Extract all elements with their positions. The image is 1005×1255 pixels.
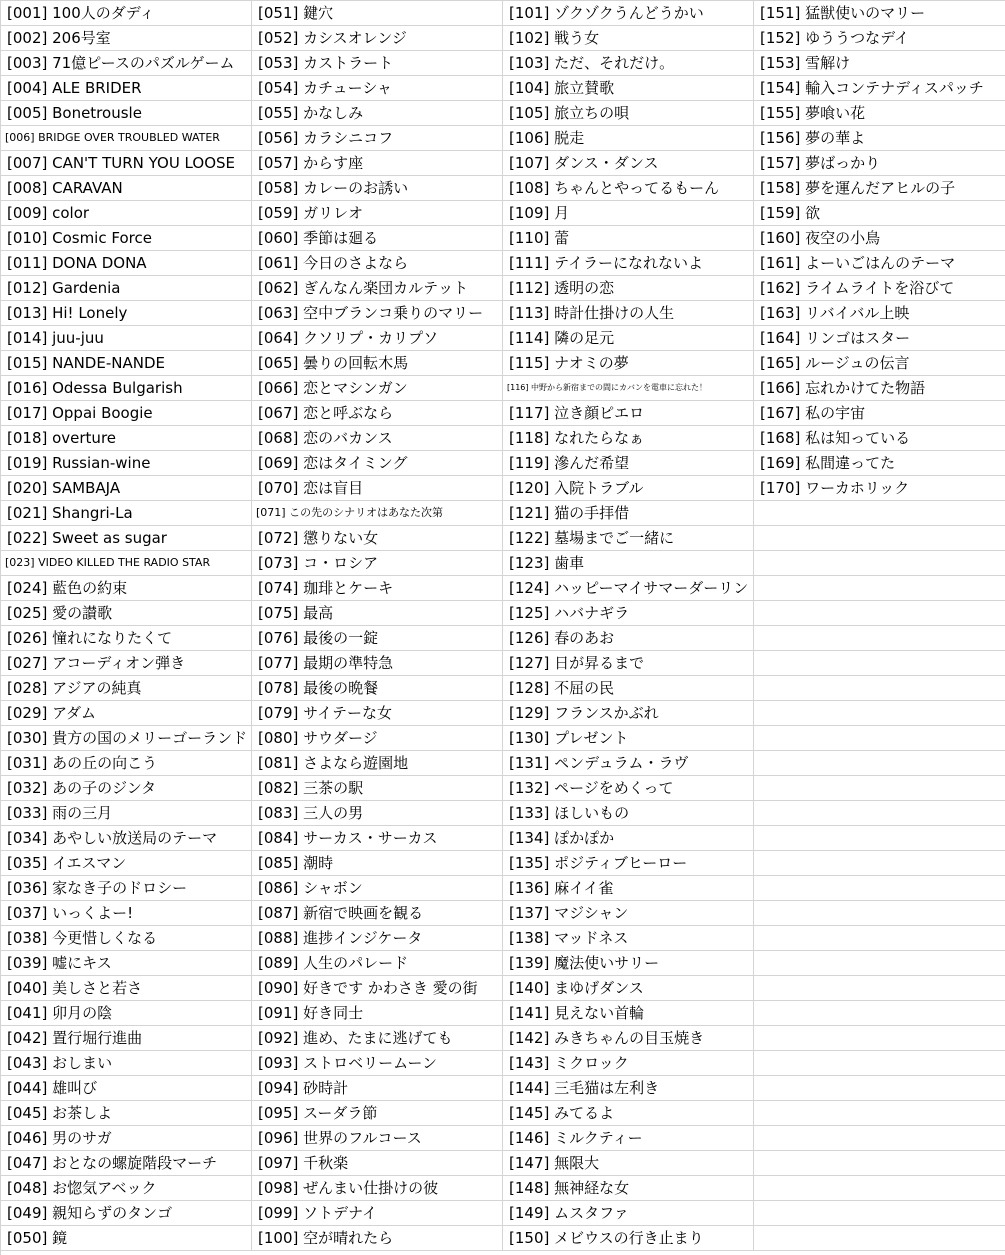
song-entry: [149] ムスタファ xyxy=(503,1201,754,1226)
song-entry: [054] カチューシャ xyxy=(252,76,503,101)
song-entry: [160] 夜空の小鳥 xyxy=(754,226,1005,251)
song-entry: [060] 季節は廻る xyxy=(252,226,503,251)
song-entry: [140] まゆげダンス xyxy=(503,976,754,1001)
song-entry: [089] 人生のパレード xyxy=(252,951,503,976)
song-entry: [018] overture xyxy=(1,426,252,451)
empty-cell xyxy=(754,1226,1005,1251)
song-entry: [090] 好きです かわさき 愛の街 xyxy=(252,976,503,1001)
song-entry: [055] かなしみ xyxy=(252,101,503,126)
song-entry: [164] リンゴはスター xyxy=(754,326,1005,351)
song-entry: [019] Russian-wine xyxy=(1,451,252,476)
song-entry: [128] 不屈の民 xyxy=(503,676,754,701)
song-entry: [002] 206号室 xyxy=(1,26,252,51)
song-entry: [049] 親知らずのタンゴ xyxy=(1,1201,252,1226)
song-entry: [030] 貴方の国のメリーゴーランド xyxy=(1,726,252,751)
song-entry: [058] カレーのお誘い xyxy=(252,176,503,201)
song-entry: [116] 中野から新宿までの間にカバンを電車に忘れた！ xyxy=(503,376,754,401)
song-entry: [056] カラシニコフ xyxy=(252,126,503,151)
song-entry: [026] 憧れになりたくて xyxy=(1,626,252,651)
song-entry: [112] 透明の恋 xyxy=(503,276,754,301)
empty-cell xyxy=(754,1101,1005,1126)
song-entry: [053] カストラート xyxy=(252,51,503,76)
empty-cell xyxy=(754,676,1005,701)
empty-cell xyxy=(754,876,1005,901)
song-entry: [107] ダンス・ダンス xyxy=(503,151,754,176)
song-entry: [093] ストロベリームーン xyxy=(252,1051,503,1076)
song-entry: [099] ソトデナイ xyxy=(252,1201,503,1226)
song-entry: [059] ガリレオ xyxy=(252,201,503,226)
empty-cell xyxy=(754,1051,1005,1076)
empty-cell xyxy=(754,576,1005,601)
song-entry: [126] 春のあお xyxy=(503,626,754,651)
song-entry: [051] 鍵穴 xyxy=(252,1,503,26)
song-entry: [067] 恋と呼ぶなら xyxy=(252,401,503,426)
song-entry: [117] 泣き顔ピエロ xyxy=(503,401,754,426)
song-entry: [032] あの子のジンタ xyxy=(1,776,252,801)
song-entry: [004] ALE BRIDER xyxy=(1,76,252,101)
song-entry: [025] 愛の讃歌 xyxy=(1,601,252,626)
song-entry: [082] 三茶の駅 xyxy=(252,776,503,801)
song-entry: [101] ゾクゾクうんどうかい xyxy=(503,1,754,26)
song-entry: [156] 夢の華よ xyxy=(754,126,1005,151)
song-entry: [102] 戦う女 xyxy=(503,26,754,51)
song-entry: [031] あの丘の向こう xyxy=(1,751,252,776)
song-entry: [123] 歯車 xyxy=(503,551,754,576)
empty-cell xyxy=(754,626,1005,651)
song-entry: [069] 恋はタイミング xyxy=(252,451,503,476)
song-entry: [091] 好き同士 xyxy=(252,1001,503,1026)
song-entry: [077] 最期の準特急 xyxy=(252,651,503,676)
song-entry: [015] NANDE-NANDE xyxy=(1,351,252,376)
empty-cell xyxy=(754,901,1005,926)
song-entry: [062] ぎんなん楽団カルテット xyxy=(252,276,503,301)
song-entry: [074] 珈琲とケーキ xyxy=(252,576,503,601)
song-entry: [108] ちゃんとやってるもーん xyxy=(503,176,754,201)
empty-cell xyxy=(754,501,1005,526)
song-entry: [003] 71億ピースのパズルゲーム xyxy=(1,51,252,76)
empty-cell xyxy=(754,926,1005,951)
song-entry: [041] 卯月の陰 xyxy=(1,1001,252,1026)
song-entry: [147] 無限大 xyxy=(503,1151,754,1176)
song-entry: [121] 猫の手拝借 xyxy=(503,501,754,526)
song-entry: [122] 墓場までご一緒に xyxy=(503,526,754,551)
song-entry: [134] ぽかぽか xyxy=(503,826,754,851)
song-entry: [057] からす座 xyxy=(252,151,503,176)
song-entry: [006] BRIDGE OVER TROUBLED WATER xyxy=(1,126,252,151)
song-entry: [087] 新宿で映画を観る xyxy=(252,901,503,926)
song-entry: [033] 雨の三月 xyxy=(1,801,252,826)
song-entry: [163] リバイバル上映 xyxy=(754,301,1005,326)
song-entry: [045] お茶しよ xyxy=(1,1101,252,1126)
song-entry: [052] カシスオレンジ xyxy=(252,26,503,51)
song-entry: [100] 空が晴れたら xyxy=(252,1226,503,1251)
song-entry: [113] 時計仕掛けの人生 xyxy=(503,301,754,326)
empty-cell xyxy=(754,851,1005,876)
empty-cell xyxy=(754,1076,1005,1101)
song-entry: [098] ぜんまい仕掛けの彼 xyxy=(252,1176,503,1201)
song-entry: [139] 魔法使いサリー xyxy=(503,951,754,976)
song-entry: [119] 滲んだ希望 xyxy=(503,451,754,476)
song-entry: [001] 100人のダディ xyxy=(1,1,252,26)
song-entry: [086] シャボン xyxy=(252,876,503,901)
empty-cell xyxy=(754,1176,1005,1201)
empty-cell xyxy=(754,1126,1005,1151)
song-entry: [064] クソリプ・カリプソ xyxy=(252,326,503,351)
song-entry: [092] 進め、たまに逃げても xyxy=(252,1026,503,1051)
song-entry: [009] color xyxy=(1,201,252,226)
song-entry: [027] アコーディオン弾き xyxy=(1,651,252,676)
song-entry: [154] 輸入コンテナディスパッチ xyxy=(754,76,1005,101)
empty-cell xyxy=(754,651,1005,676)
song-entry: [005] Bonetrousle xyxy=(1,101,252,126)
song-entry: [104] 旅立賛歌 xyxy=(503,76,754,101)
empty-cell xyxy=(754,776,1005,801)
empty-cell xyxy=(754,751,1005,776)
song-entry: [029] アダム xyxy=(1,701,252,726)
song-entry: [130] プレゼント xyxy=(503,726,754,751)
song-entry: [079] サイテーな女 xyxy=(252,701,503,726)
song-entry: [081] さよなら遊園地 xyxy=(252,751,503,776)
song-entry: [127] 日が昇るまで xyxy=(503,651,754,676)
song-entry: [144] 三毛猫は左利き xyxy=(503,1076,754,1101)
song-entry: [073] コ・ロシア xyxy=(252,551,503,576)
empty-cell xyxy=(754,726,1005,751)
song-entry: [109] 月 xyxy=(503,201,754,226)
song-entry: [039] 嘘にキス xyxy=(1,951,252,976)
empty-cell xyxy=(754,1026,1005,1051)
song-entry: [135] ポジティブヒーロー xyxy=(503,851,754,876)
song-entry: [145] みてるよ xyxy=(503,1101,754,1126)
song-entry: [146] ミルクティー xyxy=(503,1126,754,1151)
song-entry: [024] 藍色の約束 xyxy=(1,576,252,601)
song-entry: [040] 美しさと若さ xyxy=(1,976,252,1001)
song-entry: [084] サーカス・サーカス xyxy=(252,826,503,851)
song-entry: [132] ページをめくって xyxy=(503,776,754,801)
song-entry: [094] 砂時計 xyxy=(252,1076,503,1101)
song-entry: [023] VIDEO KILLED THE RADIO STAR xyxy=(1,551,252,576)
song-entry: [124] ハッピーマイサマーダーリン xyxy=(503,576,754,601)
song-entry: [170] ワーカホリック xyxy=(754,476,1005,501)
song-entry: [157] 夢ばっかり xyxy=(754,151,1005,176)
song-entry: [037] いっくよー! xyxy=(1,901,252,926)
song-entry: [047] おとなの螺旋階段マーチ xyxy=(1,1151,252,1176)
song-entry: [097] 千秋楽 xyxy=(252,1151,503,1176)
song-entry: [042] 置行堀行進曲 xyxy=(1,1026,252,1051)
empty-cell xyxy=(754,701,1005,726)
song-entry: [013] Hi! Lonely xyxy=(1,301,252,326)
song-entry: [010] Cosmic Force xyxy=(1,226,252,251)
song-entry: [050] 鏡 xyxy=(1,1226,252,1251)
song-entry: [133] ほしいもの xyxy=(503,801,754,826)
song-entry: [061] 今日のさよなら xyxy=(252,251,503,276)
song-entry: [078] 最後の晩餐 xyxy=(252,676,503,701)
song-entry: [072] 懲りない女 xyxy=(252,526,503,551)
song-entry: [065] 曇りの回転木馬 xyxy=(252,351,503,376)
song-entry: [162] ライムライトを浴びて xyxy=(754,276,1005,301)
song-entry: [131] ペンデュラム・ラヴ xyxy=(503,751,754,776)
song-entry: [071] この先のシナリオはあなた次第 xyxy=(252,501,503,526)
song-entry: [136] 麻イイ雀 xyxy=(503,876,754,901)
empty-cell xyxy=(754,976,1005,1001)
song-entry: [080] サウダージ xyxy=(252,726,503,751)
song-entry: [044] 雄叫び xyxy=(1,1076,252,1101)
song-entry: [007] CAN'T TURN YOU LOOSE xyxy=(1,151,252,176)
song-entry: [063] 空中ブランコ乗りのマリー xyxy=(252,301,503,326)
song-entry: [159] 欲 xyxy=(754,201,1005,226)
song-entry: [012] Gardenia xyxy=(1,276,252,301)
song-entry: [088] 進捗インジケータ xyxy=(252,926,503,951)
song-entry: [150] メビウスの行き止まり xyxy=(503,1226,754,1251)
song-entry: [103] ただ、それだけ。 xyxy=(503,51,754,76)
empty-cell xyxy=(754,801,1005,826)
song-entry: [068] 恋のバカンス xyxy=(252,426,503,451)
song-entry: [106] 脱走 xyxy=(503,126,754,151)
song-entry: [158] 夢を運んだアヒルの子 xyxy=(754,176,1005,201)
song-entry: [076] 最後の一錠 xyxy=(252,626,503,651)
song-entry: [035] イエスマン xyxy=(1,851,252,876)
song-entry: [008] CARAVAN xyxy=(1,176,252,201)
song-entry: [138] マッドネス xyxy=(503,926,754,951)
empty-cell xyxy=(754,1151,1005,1176)
song-entry: [125] ハバナギラ xyxy=(503,601,754,626)
song-entry: [096] 世界のフルコース xyxy=(252,1126,503,1151)
song-entry: [036] 家なき子のドロシー xyxy=(1,876,252,901)
song-entry: [165] ルージュの伝言 xyxy=(754,351,1005,376)
song-entry: [153] 雪解け xyxy=(754,51,1005,76)
song-entry: [014] juu-juu xyxy=(1,326,252,351)
song-entry: [021] Shangri-La xyxy=(1,501,252,526)
song-entry: [046] 男のサガ xyxy=(1,1126,252,1151)
song-entry: [161] よーいごはんのテーマ xyxy=(754,251,1005,276)
song-entry: [083] 三人の男 xyxy=(252,801,503,826)
song-entry: [137] マジシャン xyxy=(503,901,754,926)
song-entry: [151] 猛獣使いのマリー xyxy=(754,1,1005,26)
song-entry: [155] 夢喰い花 xyxy=(754,101,1005,126)
song-entry: [152] ゆううつなデイ xyxy=(754,26,1005,51)
empty-cell xyxy=(754,951,1005,976)
song-entry: [022] Sweet as sugar xyxy=(1,526,252,551)
song-entry: [034] あやしい放送局のテーマ xyxy=(1,826,252,851)
song-entry: [166] 忘れかけてた物語 xyxy=(754,376,1005,401)
song-entry: [141] 見えない首輪 xyxy=(503,1001,754,1026)
song-entry: [118] なれたらなぁ xyxy=(503,426,754,451)
song-entry: [020] SAMBAJA xyxy=(1,476,252,501)
song-entry: [115] ナオミの夢 xyxy=(503,351,754,376)
song-entry: [016] Odessa Bulgarish xyxy=(1,376,252,401)
empty-cell xyxy=(754,1201,1005,1226)
empty-cell xyxy=(754,1001,1005,1026)
song-entry: [075] 最高 xyxy=(252,601,503,626)
song-entry: [095] スーダラ節 xyxy=(252,1101,503,1126)
song-entry: [111] テイラーになれないよ xyxy=(503,251,754,276)
empty-cell xyxy=(754,526,1005,551)
song-entry: [066] 恋とマシンガン xyxy=(252,376,503,401)
song-entry: [105] 旅立ちの唄 xyxy=(503,101,754,126)
song-entry: [167] 私の宇宙 xyxy=(754,401,1005,426)
song-entry: [038] 今更惜しくなる xyxy=(1,926,252,951)
song-entry: [110] 蕾 xyxy=(503,226,754,251)
song-entry: [017] Oppai Boogie xyxy=(1,401,252,426)
song-entry: [143] ミクロック xyxy=(503,1051,754,1076)
empty-cell xyxy=(754,551,1005,576)
song-entry: [120] 入院トラブル xyxy=(503,476,754,501)
song-entry: [148] 無神経な女 xyxy=(503,1176,754,1201)
song-entry: [048] お惚気アベック xyxy=(1,1176,252,1201)
song-entry: [028] アジアの純真 xyxy=(1,676,252,701)
song-entry: [129] フランスかぶれ xyxy=(503,701,754,726)
empty-cell xyxy=(754,601,1005,626)
song-entry: [168] 私は知っている xyxy=(754,426,1005,451)
song-entry: [085] 潮時 xyxy=(252,851,503,876)
song-entry: [043] おしまい xyxy=(1,1051,252,1076)
empty-cell xyxy=(754,826,1005,851)
song-entry: [011] DONA DONA xyxy=(1,251,252,276)
song-entry: [142] みきちゃんの目玉焼き xyxy=(503,1026,754,1051)
song-entry: [070] 恋は盲目 xyxy=(252,476,503,501)
song-entry: [114] 隣の足元 xyxy=(503,326,754,351)
song-entry: [169] 私間違ってた xyxy=(754,451,1005,476)
